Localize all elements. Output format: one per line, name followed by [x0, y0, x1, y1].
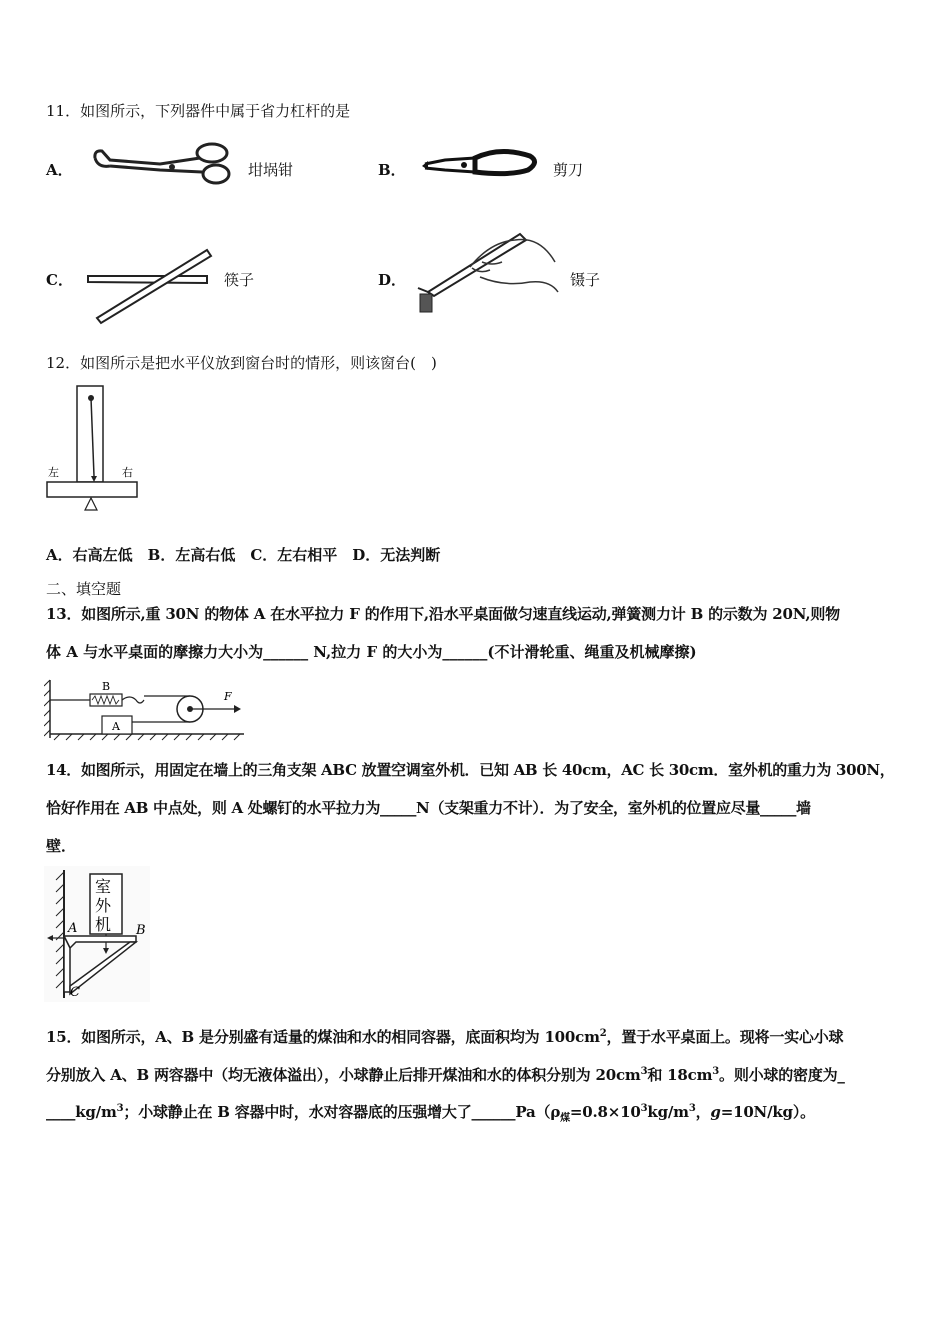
- q11-option-a-letter: A．: [46, 161, 73, 179]
- q15-line2: 分别放入 A、B 两容器中（均无液体溢出），小球静止后排开煤油和水的体积分别为 $20cm^3$和 $18cm^3$。则小球的密度为_: [46, 1066, 845, 1084]
- q11-option-b-letter: B．: [378, 161, 406, 179]
- force-f-label: F: [224, 690, 232, 703]
- spring-scale-label: B: [102, 680, 111, 693]
- pulley-spring-figure: [44, 676, 259, 744]
- q11-stem: 11．如图所示，下列器件中属于省力杠杆的是: [46, 102, 351, 120]
- q12-stem: 12．如图所示是把水平仪放到窗台时的情形，则该窗台( ): [46, 354, 437, 372]
- point-c-label: C: [70, 985, 80, 1000]
- chopsticks-figure: [85, 240, 215, 325]
- section-title: 二、填空题: [46, 580, 122, 598]
- q14-line3: 壁．: [46, 837, 77, 855]
- box-label-1: 室: [95, 877, 112, 896]
- q11-option-d-letter: D．: [378, 271, 407, 289]
- crucible-tongs-figure: [90, 136, 235, 188]
- q11-option-b-label: 剪刀: [553, 161, 584, 179]
- q15-line1: 15．如图所示，A、B 是分别盛有适量的煤油和水的相同容器，底面积均为 $100cm^2$，置于水平桌面上。现将一实心小球: [46, 1028, 844, 1046]
- q12-choices: A．右高左低 B．左高右低 C．左右相平 D．无法判断: [46, 546, 441, 564]
- q11-option-a-label: 坩埚钳: [248, 161, 294, 179]
- level-left-label: 左: [48, 466, 59, 479]
- q14-line2: 恰好作用在 AB 中点处，则 A 处螺钉的水平拉力为_____N（支架重力不计）．为了安全，室外机的位置应尽量_____墙: [46, 799, 811, 817]
- level-right-label: 右: [122, 466, 133, 479]
- point-b-label: B: [136, 923, 146, 938]
- box-label-2: 外: [95, 896, 112, 915]
- q15-line3: $\_\_\_\_kg/m^3$；小球静止在 B 容器中时，水对容器底的压强增大了$\_\_\_\_\_\_Pa(\rho_煤=0.8\times 10^3kg/m^3$，g=10N/kg）。: [46, 1103, 815, 1124]
- box-label-3: 机: [95, 915, 112, 934]
- q11-option-c-label: 筷子: [224, 271, 255, 289]
- air-conditioner-bracket-figure: [44, 866, 150, 1002]
- level-instrument-figure: [44, 384, 144, 514]
- tweezers-figure: [410, 222, 560, 322]
- scissors-figure: [420, 146, 545, 186]
- q13-line1: 13．如图所示,重 30N 的物体 A 在水平拉力 F 的作用下,沿水平桌面做匀速直线运动,弹簧测力计 B 的示数为 20N,则物: [46, 605, 840, 623]
- q11-option-c-letter: C．: [46, 271, 73, 289]
- block-a-label: A: [112, 720, 120, 733]
- q11-option-d-label: 镊子: [570, 271, 601, 289]
- q14-line1: 14．如图所示，用固定在墙上的三角支架 ABC 放置空调室外机．已知 AB 长 40cm，AC 长 30cm．室外机的重力为 300N，: [46, 761, 895, 779]
- q13-line2: 体 A 与水平桌面的摩擦力大小为______ N,拉力 F 的大小为______(不计滑轮重、绳重及机械摩擦): [46, 643, 697, 661]
- point-a-label: A: [68, 921, 78, 936]
